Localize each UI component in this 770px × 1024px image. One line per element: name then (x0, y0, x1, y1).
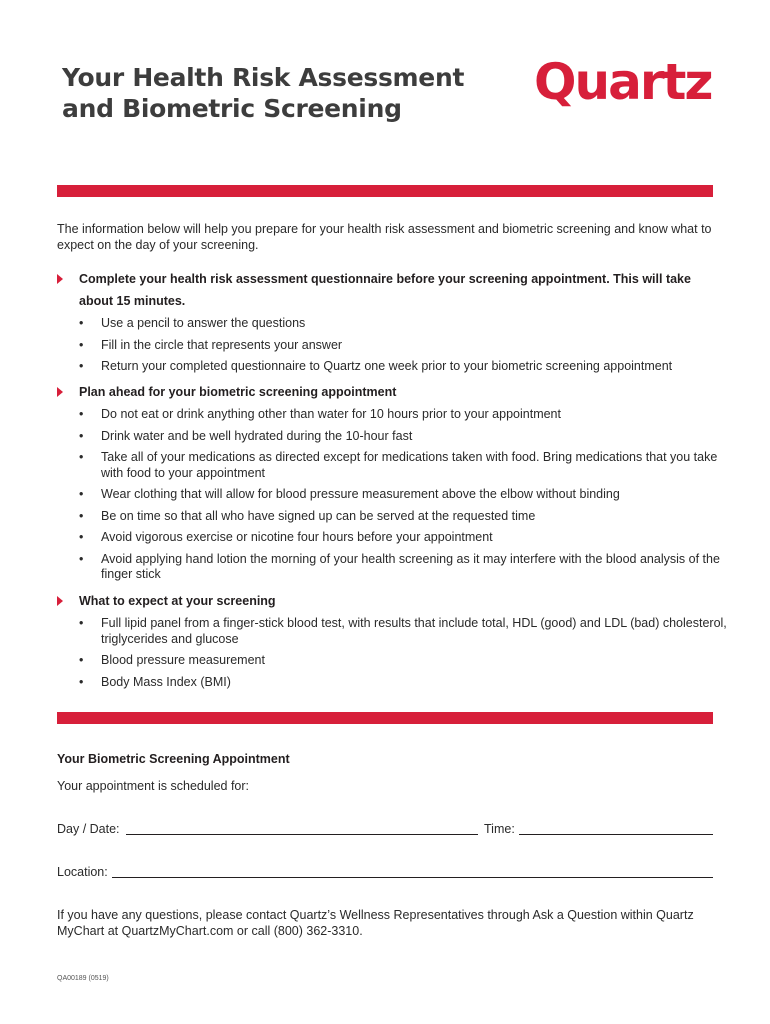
list-item (57, 450, 727, 481)
bullet-icon: • (79, 428, 84, 443)
bullet-list (57, 616, 727, 690)
bullet-icon: • (79, 359, 84, 373)
list-item (57, 530, 727, 546)
appointment-subheading: Your appointment is scheduled for: (57, 779, 250, 793)
location-label: Location: (57, 865, 108, 879)
section-heading-text: Plan ahead for your biometric screening appointment (79, 385, 397, 399)
list-item (57, 359, 727, 375)
list-item-text: Drink water and be well hydrated during the 10-hour fast (101, 428, 413, 443)
list-item (57, 653, 727, 669)
time-field[interactable] (519, 820, 713, 835)
list-item (57, 675, 727, 691)
section-plan-ahead (57, 381, 727, 589)
list-item-text: Avoid vigorous exercise or nicotine four hours before your appointment (101, 530, 493, 544)
list-item-text: Return your completed questionnaire to Quartz one week prior to your biometric screening appointment (101, 359, 673, 373)
location-field[interactable] (112, 863, 713, 878)
bullet-icon: • (79, 674, 84, 689)
quartz-logo: Quartz (534, 53, 712, 111)
list-item-text: Body Mass Index (BMI) (101, 674, 231, 689)
list-item-text: Avoid applying hand lotion the morning of your health screening as it may interfere with the blood analysis of the finger stick (101, 551, 720, 581)
bullet-icon: • (79, 508, 84, 523)
list-item (57, 429, 727, 445)
list-item (57, 552, 727, 583)
section-what-to-expect (57, 590, 727, 696)
list-item-text: Be on time so that all who have signed up can be served at the requested time (101, 508, 536, 523)
bullet-icon: • (79, 316, 84, 330)
appointment-heading: Your Biometric Screening Appointment (57, 752, 290, 766)
bullet-icon: • (79, 616, 84, 630)
section-heading (57, 268, 727, 312)
section-heading (57, 590, 727, 612)
page-title (62, 62, 464, 124)
day-date-field[interactable] (126, 820, 478, 835)
bullet-icon: • (79, 337, 84, 352)
list-item-text: Fill in the circle that represents your answer (101, 337, 343, 352)
bullet-list (57, 407, 727, 583)
section-questionnaire (57, 268, 727, 381)
bullet-icon: • (79, 653, 84, 667)
list-item (57, 316, 727, 332)
title-line-2: and Biometric Screening (62, 94, 402, 123)
list-item (57, 487, 727, 503)
bullet-icon: • (79, 487, 84, 501)
list-item (57, 407, 727, 423)
list-item (57, 616, 727, 647)
title-line-1: Your Health Risk Assessment (62, 63, 465, 92)
arrow-right-icon (57, 596, 63, 606)
arrow-right-icon (57, 387, 63, 397)
list-item-text: Take all of your medications as directed except for medications taken with food. Bring medications that you take with food to your appointment (101, 450, 718, 480)
list-item-text: Wear clothing that will allow for blood pressure measurement above the elbow without binding (101, 487, 620, 501)
bullet-icon: • (79, 551, 84, 566)
list-item-text: Blood pressure measurement (101, 653, 265, 667)
list-item-text: Do not eat or drink anything other than water for 10 hours prior to your appointment (101, 407, 561, 421)
form-code: QA00189 (0519) (57, 975, 109, 982)
bullet-icon: • (79, 530, 84, 544)
list-item (57, 509, 727, 525)
intro-text: The information below will help you prepare for your health risk assessment and biometric screening and know what to expect on the day of your screening. (57, 222, 712, 252)
list-item-text: Use a pencil to answer the questions (101, 316, 306, 330)
time-label: Time: (484, 822, 515, 836)
day-date-label: Day / Date: (57, 822, 120, 836)
middle-divider-bar (57, 712, 713, 724)
bullet-icon: • (79, 407, 84, 421)
contact-text: If you have any questions, please contact Quartz’s Wellness Representatives through Ask a Question within Quartz MyChart at QuartzMyChart.com or call (800) 362-3310. (57, 908, 694, 938)
bullet-list (57, 316, 727, 375)
bullet-icon: • (79, 450, 84, 464)
section-heading-text: What to expect at your screening (79, 594, 276, 608)
list-item-text: Full lipid panel from a finger-stick blood test, with results that include total, HDL (good) and LDL (bad) cholesterol, triglycerides and glucose (101, 616, 727, 646)
top-divider-bar (57, 185, 713, 197)
section-heading (57, 381, 727, 403)
arrow-right-icon (57, 274, 63, 284)
list-item (57, 338, 727, 354)
section-heading-text: Complete your health risk assessment questionnaire before your screening appointment. This will take about 15 minutes. (79, 272, 691, 308)
